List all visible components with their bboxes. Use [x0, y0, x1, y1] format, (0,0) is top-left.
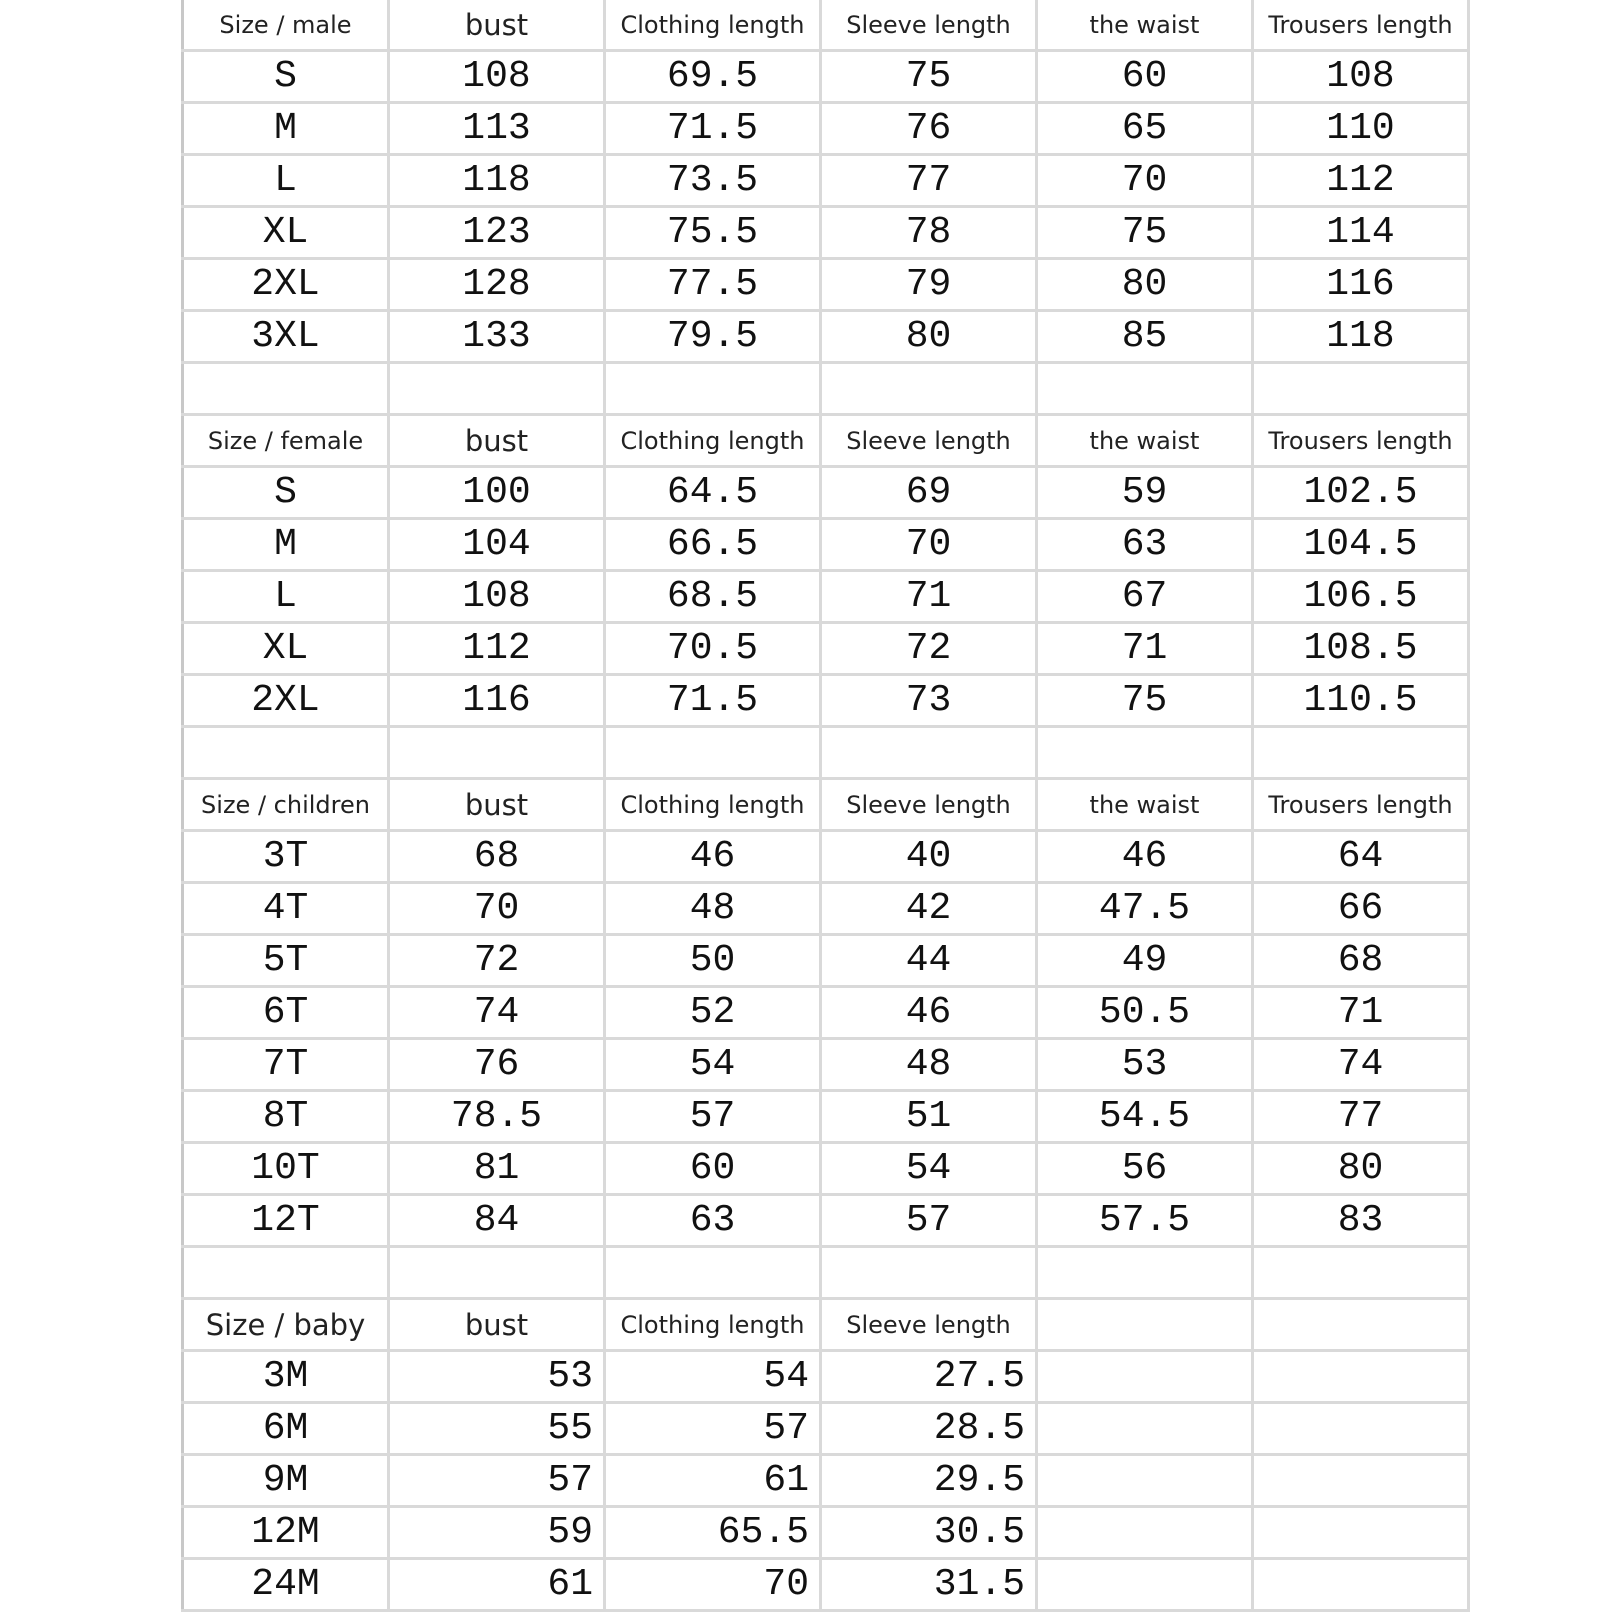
- cell-bust: 104: [389, 519, 605, 571]
- empty-cell: [1253, 727, 1469, 779]
- cell-waist: 57.5: [1037, 1195, 1253, 1247]
- cell-clothing-length: 71.5: [605, 675, 821, 727]
- cell-trousers-length: 83: [1253, 1195, 1469, 1247]
- cell-sleeve-length: 44: [821, 935, 1037, 987]
- empty-cell: [183, 1247, 389, 1299]
- cell-sleeve-length: 31.5: [821, 1559, 1037, 1611]
- cell-size: 4T: [183, 883, 389, 935]
- cell-clothing-length: 77.5: [605, 259, 821, 311]
- cell-bust: 55: [389, 1403, 605, 1455]
- cell-sleeve-length: 29.5: [821, 1455, 1037, 1507]
- table-row: [183, 571, 1469, 623]
- cell-sleeve-length: 27.5: [821, 1351, 1037, 1403]
- cell-bust: 61: [389, 1559, 605, 1611]
- cell-size: M: [183, 519, 389, 571]
- empty-cell: [1037, 363, 1253, 415]
- cell-bust: 128: [389, 259, 605, 311]
- cell-size: XL: [183, 623, 389, 675]
- cell-bust: 113: [389, 103, 605, 155]
- empty-cell: [1037, 1247, 1253, 1299]
- cell-trousers-length: 80: [1253, 1143, 1469, 1195]
- cell-size: 12T: [183, 1195, 389, 1247]
- cell-bust: 53: [389, 1351, 605, 1403]
- header-bust: bust: [389, 779, 605, 831]
- cell-trousers-length: 77: [1253, 1091, 1469, 1143]
- spacer-row: [183, 1247, 1469, 1299]
- cell-bust: 74: [389, 987, 605, 1039]
- header-trousers-length: Trousers length: [1253, 779, 1469, 831]
- table-row: [183, 1455, 1469, 1507]
- header-size: Size / children: [183, 779, 389, 831]
- table-row: [183, 1143, 1469, 1195]
- table-row: [183, 987, 1469, 1039]
- header-waist: the waist: [1037, 779, 1253, 831]
- header-clothing-length: Clothing length: [605, 0, 821, 51]
- cell-size: L: [183, 155, 389, 207]
- table-row: [183, 883, 1469, 935]
- cell-size: 3M: [183, 1351, 389, 1403]
- cell-waist: 54.5: [1037, 1091, 1253, 1143]
- cell-waist: 49: [1037, 935, 1253, 987]
- cell-size: 3XL: [183, 311, 389, 363]
- cell-trousers-length: 64: [1253, 831, 1469, 883]
- cell-waist: [1037, 1455, 1253, 1507]
- cell-waist: 50.5: [1037, 987, 1253, 1039]
- empty-cell: [1037, 727, 1253, 779]
- header-size: Size / female: [183, 415, 389, 467]
- empty-cell: [821, 727, 1037, 779]
- header-size: Size / male: [183, 0, 389, 51]
- header-sleeve-length: Sleeve length: [821, 779, 1037, 831]
- header-clothing-length: Clothing length: [605, 779, 821, 831]
- cell-waist: [1037, 1559, 1253, 1611]
- cell-clothing-length: 69.5: [605, 51, 821, 103]
- empty-cell: [605, 1247, 821, 1299]
- table-row: [183, 467, 1469, 519]
- table-row: [183, 207, 1469, 259]
- table-row: [183, 1195, 1469, 1247]
- table-row: [183, 1091, 1469, 1143]
- cell-clothing-length: 75.5: [605, 207, 821, 259]
- header-waist: the waist: [1037, 0, 1253, 51]
- cell-sleeve-length: 48: [821, 1039, 1037, 1091]
- header-trousers-length: Trousers length: [1253, 0, 1469, 51]
- cell-bust: 59: [389, 1507, 605, 1559]
- cell-clothing-length: 66.5: [605, 519, 821, 571]
- cell-sleeve-length: 76: [821, 103, 1037, 155]
- cell-sleeve-length: 51: [821, 1091, 1037, 1143]
- cell-trousers-length: 118: [1253, 311, 1469, 363]
- cell-waist: 75: [1037, 675, 1253, 727]
- cell-sleeve-length: 73: [821, 675, 1037, 727]
- cell-clothing-length: 79.5: [605, 311, 821, 363]
- cell-waist: [1037, 1403, 1253, 1455]
- cell-clothing-length: 73.5: [605, 155, 821, 207]
- cell-trousers-length: 106.5: [1253, 571, 1469, 623]
- header-waist: the waist: [1037, 415, 1253, 467]
- cell-bust: 108: [389, 51, 605, 103]
- header-waist: [1037, 1299, 1253, 1351]
- cell-size: 24M: [183, 1559, 389, 1611]
- cell-clothing-length: 54: [605, 1039, 821, 1091]
- empty-cell: [821, 363, 1037, 415]
- cell-size: 10T: [183, 1143, 389, 1195]
- header-sleeve-length: Sleeve length: [821, 415, 1037, 467]
- cell-size: 9M: [183, 1455, 389, 1507]
- cell-sleeve-length: 30.5: [821, 1507, 1037, 1559]
- cell-size: S: [183, 467, 389, 519]
- cell-bust: 112: [389, 623, 605, 675]
- cell-waist: 46: [1037, 831, 1253, 883]
- cell-bust: 76: [389, 1039, 605, 1091]
- cell-trousers-length: 68: [1253, 935, 1469, 987]
- cell-waist: 65: [1037, 103, 1253, 155]
- header-size: Size / baby: [183, 1299, 389, 1351]
- cell-bust: 116: [389, 675, 605, 727]
- cell-trousers-length: [1253, 1403, 1469, 1455]
- cell-trousers-length: [1253, 1559, 1469, 1611]
- header-bust: bust: [389, 415, 605, 467]
- size-chart-table: [181, 0, 1470, 1612]
- cell-size: XL: [183, 207, 389, 259]
- cell-bust: 123: [389, 207, 605, 259]
- cell-sleeve-length: 28.5: [821, 1403, 1037, 1455]
- empty-cell: [389, 727, 605, 779]
- cell-clothing-length: 60: [605, 1143, 821, 1195]
- cell-trousers-length: 116: [1253, 259, 1469, 311]
- cell-sleeve-length: 79: [821, 259, 1037, 311]
- table-row: [183, 259, 1469, 311]
- table-row: [183, 675, 1469, 727]
- cell-sleeve-length: 69: [821, 467, 1037, 519]
- empty-cell: [605, 727, 821, 779]
- cell-bust: 108: [389, 571, 605, 623]
- cell-size: S: [183, 51, 389, 103]
- table-row: [183, 519, 1469, 571]
- table-row: [183, 51, 1469, 103]
- cell-trousers-length: 112: [1253, 155, 1469, 207]
- header-clothing-length: Clothing length: [605, 415, 821, 467]
- cell-clothing-length: 64.5: [605, 467, 821, 519]
- cell-size: M: [183, 103, 389, 155]
- cell-trousers-length: 104.5: [1253, 519, 1469, 571]
- table-row: [183, 1351, 1469, 1403]
- cell-bust: 133: [389, 311, 605, 363]
- cell-trousers-length: 71: [1253, 987, 1469, 1039]
- cell-bust: 100: [389, 467, 605, 519]
- empty-cell: [1253, 363, 1469, 415]
- cell-waist: 70: [1037, 155, 1253, 207]
- cell-clothing-length: 61: [605, 1455, 821, 1507]
- cell-clothing-length: 63: [605, 1195, 821, 1247]
- cell-size: 2XL: [183, 259, 389, 311]
- cell-size: 6M: [183, 1403, 389, 1455]
- cell-bust: 84: [389, 1195, 605, 1247]
- cell-clothing-length: 70: [605, 1559, 821, 1611]
- section-header-row: [183, 779, 1469, 831]
- cell-sleeve-length: 78: [821, 207, 1037, 259]
- table-row: [183, 1559, 1469, 1611]
- cell-trousers-length: [1253, 1351, 1469, 1403]
- spacer-row: [183, 363, 1469, 415]
- table-row: [183, 935, 1469, 987]
- cell-sleeve-length: 40: [821, 831, 1037, 883]
- section-header-row: [183, 415, 1469, 467]
- header-sleeve-length: Sleeve length: [821, 0, 1037, 51]
- cell-bust: 78.5: [389, 1091, 605, 1143]
- cell-trousers-length: 110: [1253, 103, 1469, 155]
- cell-trousers-length: 108.5: [1253, 623, 1469, 675]
- cell-clothing-length: 48: [605, 883, 821, 935]
- cell-sleeve-length: 54: [821, 1143, 1037, 1195]
- cell-trousers-length: 74: [1253, 1039, 1469, 1091]
- cell-sleeve-length: 46: [821, 987, 1037, 1039]
- cell-trousers-length: 66: [1253, 883, 1469, 935]
- cell-waist: 80: [1037, 259, 1253, 311]
- table-row: [183, 1403, 1469, 1455]
- cell-size: 5T: [183, 935, 389, 987]
- cell-size: L: [183, 571, 389, 623]
- cell-bust: 118: [389, 155, 605, 207]
- cell-trousers-length: 102.5: [1253, 467, 1469, 519]
- cell-trousers-length: 108: [1253, 51, 1469, 103]
- header-clothing-length: Clothing length: [605, 1299, 821, 1351]
- cell-waist: 53: [1037, 1039, 1253, 1091]
- header-sleeve-length: Sleeve length: [821, 1299, 1037, 1351]
- cell-bust: 81: [389, 1143, 605, 1195]
- cell-trousers-length: 114: [1253, 207, 1469, 259]
- header-trousers-length: Trousers length: [1253, 415, 1469, 467]
- cell-clothing-length: 57: [605, 1403, 821, 1455]
- cell-clothing-length: 54: [605, 1351, 821, 1403]
- cell-sleeve-length: 42: [821, 883, 1037, 935]
- cell-waist: 71: [1037, 623, 1253, 675]
- cell-trousers-length: [1253, 1455, 1469, 1507]
- cell-size: 8T: [183, 1091, 389, 1143]
- cell-bust: 72: [389, 935, 605, 987]
- cell-size: 2XL: [183, 675, 389, 727]
- section-header-row: [183, 0, 1469, 51]
- empty-cell: [821, 1247, 1037, 1299]
- header-bust: bust: [389, 1299, 605, 1351]
- cell-trousers-length: [1253, 1507, 1469, 1559]
- cell-waist: 67: [1037, 571, 1253, 623]
- cell-clothing-length: 65.5: [605, 1507, 821, 1559]
- empty-cell: [1253, 1247, 1469, 1299]
- table-row: [183, 311, 1469, 363]
- cell-clothing-length: 70.5: [605, 623, 821, 675]
- cell-sleeve-length: 70: [821, 519, 1037, 571]
- cell-waist: 56: [1037, 1143, 1253, 1195]
- table-row: [183, 623, 1469, 675]
- empty-cell: [605, 363, 821, 415]
- table-row: [183, 155, 1469, 207]
- cell-waist: 63: [1037, 519, 1253, 571]
- empty-cell: [389, 363, 605, 415]
- cell-sleeve-length: 72: [821, 623, 1037, 675]
- cell-clothing-length: 46: [605, 831, 821, 883]
- empty-cell: [183, 363, 389, 415]
- cell-sleeve-length: 57: [821, 1195, 1037, 1247]
- table-row: [183, 1039, 1469, 1091]
- table-row: [183, 1507, 1469, 1559]
- cell-waist: 75: [1037, 207, 1253, 259]
- cell-bust: 68: [389, 831, 605, 883]
- cell-waist: [1037, 1507, 1253, 1559]
- cell-clothing-length: 68.5: [605, 571, 821, 623]
- cell-clothing-length: 52: [605, 987, 821, 1039]
- empty-cell: [183, 727, 389, 779]
- cell-clothing-length: 50: [605, 935, 821, 987]
- cell-bust: 57: [389, 1455, 605, 1507]
- cell-size: 7T: [183, 1039, 389, 1091]
- cell-sleeve-length: 80: [821, 311, 1037, 363]
- cell-size: 6T: [183, 987, 389, 1039]
- cell-clothing-length: 57: [605, 1091, 821, 1143]
- spacer-row: [183, 727, 1469, 779]
- cell-size: 12M: [183, 1507, 389, 1559]
- cell-sleeve-length: 71: [821, 571, 1037, 623]
- cell-waist: 47.5: [1037, 883, 1253, 935]
- cell-clothing-length: 71.5: [605, 103, 821, 155]
- table-row: [183, 103, 1469, 155]
- section-header-row: [183, 1299, 1469, 1351]
- cell-sleeve-length: 75: [821, 51, 1037, 103]
- cell-bust: 70: [389, 883, 605, 935]
- cell-trousers-length: 110.5: [1253, 675, 1469, 727]
- cell-waist: [1037, 1351, 1253, 1403]
- header-trousers-length: [1253, 1299, 1469, 1351]
- cell-waist: 85: [1037, 311, 1253, 363]
- header-bust: bust: [389, 0, 605, 51]
- cell-size: 3T: [183, 831, 389, 883]
- cell-waist: 59: [1037, 467, 1253, 519]
- table-row: [183, 831, 1469, 883]
- cell-waist: 60: [1037, 51, 1253, 103]
- empty-cell: [389, 1247, 605, 1299]
- cell-sleeve-length: 77: [821, 155, 1037, 207]
